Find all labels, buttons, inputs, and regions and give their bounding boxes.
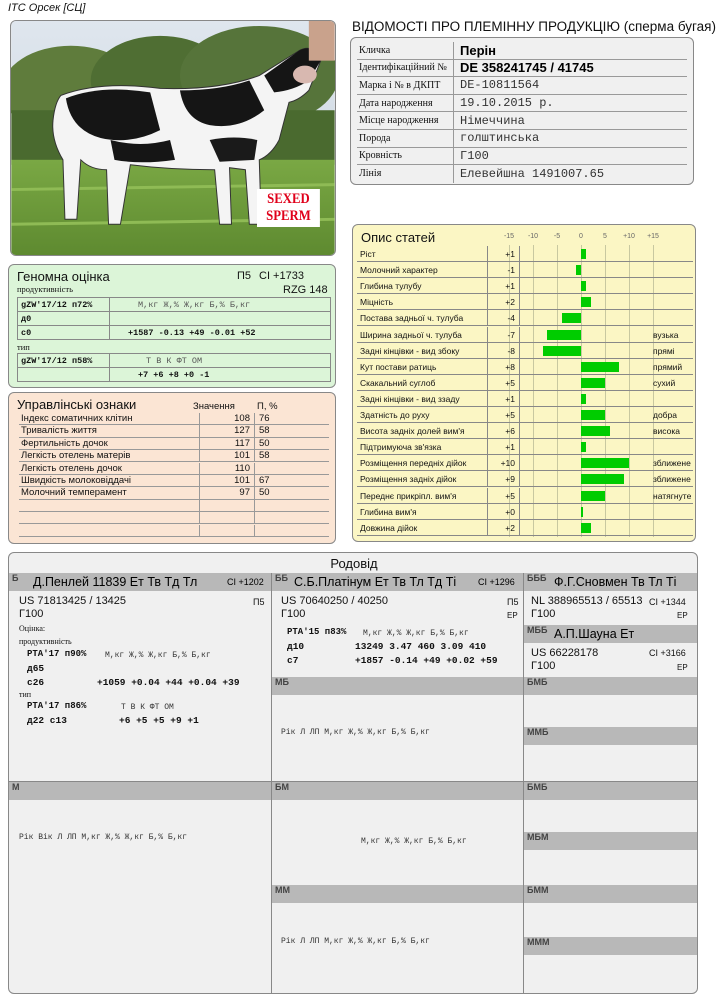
identity-label: Ідентифікаційний № bbox=[357, 60, 454, 77]
genomic-ci: CI +1733 bbox=[259, 270, 304, 282]
mb-header bbox=[272, 677, 523, 695]
linear-trait-label: Кут постави ратиць bbox=[360, 361, 437, 372]
sss-header bbox=[524, 573, 698, 591]
genomic-rzg: RZG 148 bbox=[283, 284, 328, 296]
management-p: 50 bbox=[259, 437, 270, 449]
management-p: 50 bbox=[259, 487, 270, 499]
linear-trait-label: Ширина задньої ч. тулуба bbox=[360, 329, 462, 340]
management-value: 101 bbox=[199, 450, 255, 462]
sire-tag: Б bbox=[12, 573, 19, 583]
management-value: 101 bbox=[199, 475, 255, 487]
linear-row bbox=[357, 246, 693, 262]
linear-trait-bar bbox=[581, 491, 605, 501]
linear-trait-label: Скакальний суглоб bbox=[360, 377, 436, 388]
linear-row bbox=[357, 488, 693, 504]
linear-trait-bar bbox=[576, 265, 581, 275]
sire-prod-label: продуктивність bbox=[19, 637, 72, 646]
linear-trait-bar bbox=[543, 346, 581, 356]
identity-label: Лінія bbox=[357, 165, 454, 183]
linear-trait-label: Розміщення передніх дійок bbox=[360, 458, 467, 469]
identity-row bbox=[357, 95, 687, 113]
linear-trait-value: +1 bbox=[505, 442, 515, 453]
linear-trait-bar bbox=[581, 474, 624, 484]
management-row bbox=[19, 512, 329, 524]
linear-trait-bar bbox=[581, 362, 619, 372]
genomic-type-head: gZW'17/12 п58% bbox=[18, 354, 110, 368]
bm-cols: М,кг Ж,% Ж,кг Б,% Б,кг bbox=[361, 837, 467, 846]
ss-name: С.Б.Платінум Ет Тв Тл Тд Ті bbox=[294, 575, 457, 589]
management-row bbox=[19, 438, 329, 450]
linear-trait-value: +9 bbox=[505, 474, 515, 485]
ss-p: П5 bbox=[507, 597, 519, 607]
bmb2-tag: БМБ bbox=[527, 782, 548, 792]
management-p: 58 bbox=[259, 450, 270, 462]
bmm-header bbox=[524, 885, 698, 903]
linear-row bbox=[357, 327, 693, 343]
management-label: Молочний темперамент bbox=[21, 487, 127, 499]
linear-trait-bar bbox=[581, 442, 586, 452]
identity-row bbox=[357, 42, 687, 60]
management-row bbox=[19, 475, 329, 487]
mbb-ci: CI +3166 bbox=[649, 648, 686, 658]
identity-row bbox=[357, 165, 687, 183]
linear-trait-label: Здатність до руху bbox=[360, 410, 430, 420]
mbb-header bbox=[524, 625, 698, 643]
linear-trait-label: Ріст bbox=[360, 249, 376, 259]
mb-tag: МБ bbox=[275, 677, 289, 687]
management-value: 108 bbox=[199, 413, 255, 425]
linear-scale-tick: -15 bbox=[503, 233, 515, 240]
linear-row bbox=[357, 294, 693, 310]
sire-type-head: PTA'17 п86% bbox=[27, 701, 87, 711]
genomic-prod-values: +1587 -0.13 +49 -0.01 +52 bbox=[110, 326, 331, 340]
linear-row bbox=[357, 407, 693, 423]
sss-ep: ЕР bbox=[677, 611, 688, 620]
linear-trait-value: +8 bbox=[505, 361, 515, 372]
linear-trait-bar bbox=[581, 297, 591, 307]
linear-trait-label: Постава задньої ч. тулуба bbox=[360, 313, 464, 324]
linear-trait-value: +2 bbox=[505, 522, 515, 533]
bm-tag: БМ bbox=[275, 782, 289, 792]
management-label: Фертильність дочок bbox=[21, 437, 108, 449]
mmb-tag: ММБ bbox=[527, 727, 549, 737]
ss-header bbox=[272, 573, 523, 591]
ss-c: с7 bbox=[287, 655, 299, 666]
linear-trait-desc: прямий bbox=[653, 361, 683, 372]
mbb-id: US 66228178 bbox=[531, 647, 599, 659]
organization-label: ІТС Орсек [СЦ] bbox=[8, 2, 86, 14]
sire-blood: Г100 bbox=[19, 608, 44, 620]
linear-trait-value: +1 bbox=[505, 281, 515, 292]
linear-scale-tick: 0 bbox=[579, 233, 583, 240]
management-label: Індекс соматичних клітин bbox=[21, 413, 133, 424]
linear-trait-label: Глибина вим'я bbox=[360, 506, 417, 517]
linear-row bbox=[357, 278, 693, 294]
linear-trait-value: +5 bbox=[505, 377, 515, 388]
linear-trait-desc: висока bbox=[653, 426, 680, 437]
pedigree-title: Родовід bbox=[330, 556, 378, 571]
linear-trait-label: Підтримуюча зв'язка bbox=[360, 442, 442, 453]
linear-trait-bar bbox=[581, 394, 586, 404]
ss-ep: ЕР bbox=[507, 611, 518, 620]
linear-description-panel bbox=[352, 224, 696, 542]
linear-trait-label: Задні кінцівки - вид ззаду bbox=[360, 393, 460, 404]
ss-tag: ББ bbox=[275, 573, 288, 583]
mb-cols: Рік Л ЛП М,кг Ж,% Ж,кг Б,% Б,кг bbox=[281, 728, 430, 737]
bmb2-header bbox=[524, 782, 698, 800]
mbb-blood: Г100 bbox=[531, 660, 556, 672]
genomic-prod-label: продуктивність bbox=[17, 284, 73, 294]
linear-row bbox=[357, 391, 693, 407]
linear-scale-tick: 5 bbox=[603, 233, 607, 240]
ss-head: PTA'15 п83% bbox=[287, 627, 347, 637]
linear-trait-label: Задні кінцівки - вид збоку bbox=[360, 345, 460, 356]
mmm-header bbox=[524, 937, 698, 955]
linear-row bbox=[357, 343, 693, 359]
sss-name: Ф.Г.Сновмен Тв Тл Ті bbox=[554, 575, 677, 589]
mm-tag: ММ bbox=[275, 885, 290, 895]
page-title: ВІДОМОСТІ ПРО ПЛЕМІННУ ПРОДУКЦІЮ (сперма бугая) bbox=[352, 19, 716, 34]
identity-row bbox=[357, 60, 687, 78]
linear-trait-bar bbox=[581, 281, 586, 291]
genomic-prod-head: gZW'17/12 п72% bbox=[18, 298, 110, 312]
management-label: Легкість отелень матерів bbox=[21, 450, 131, 462]
linear-trait-desc: прямі bbox=[653, 345, 675, 356]
linear-row bbox=[357, 504, 693, 520]
linear-trait-value: -8 bbox=[507, 345, 515, 356]
sire-prod-cols: М,кг Ж,% Ж,кг Б,% Б,кг bbox=[105, 651, 211, 660]
management-col-value: Значення bbox=[193, 401, 235, 412]
mbb-tag: МББ bbox=[527, 625, 548, 635]
sire-p: П5 bbox=[253, 597, 265, 607]
linear-trait-value: +5 bbox=[505, 490, 515, 501]
genomic-panel bbox=[8, 264, 336, 388]
mbm-tag: МБМ bbox=[527, 832, 549, 842]
management-row bbox=[19, 487, 329, 499]
dam-tag: М bbox=[12, 782, 20, 792]
management-p: 58 bbox=[259, 425, 270, 437]
linear-row bbox=[357, 310, 693, 326]
ss-id: US 70640250 / 40250 bbox=[281, 595, 389, 607]
linear-scale-tick: +15 bbox=[647, 233, 659, 240]
mbb-name: А.П.Шауна Ет bbox=[554, 627, 635, 641]
ss-d: д10 bbox=[287, 641, 305, 652]
sire-ci: CI +1202 bbox=[227, 577, 264, 587]
mbb-ep: ЕР bbox=[677, 663, 688, 672]
sire-c-label: с26 bbox=[27, 677, 45, 688]
identity-panel bbox=[350, 37, 694, 185]
ss-c-values: +1857 -0.14 +49 +0.02 +59 bbox=[355, 655, 498, 666]
dam-cols: Рік Вік Л ЛП М,кг Ж,% Ж,кг Б,% Б,кг bbox=[19, 833, 188, 842]
linear-trait-label: Переднє прикріпл. вим'я bbox=[360, 490, 457, 501]
linear-row bbox=[357, 359, 693, 375]
linear-title: Опис статей bbox=[361, 230, 436, 245]
linear-trait-bar bbox=[581, 507, 583, 517]
management-row bbox=[19, 525, 329, 537]
linear-trait-label: Довжина дійок bbox=[360, 522, 418, 533]
mmb-header bbox=[524, 727, 698, 745]
linear-trait-label: Міцність bbox=[360, 297, 393, 308]
management-col-p: П, % bbox=[257, 401, 278, 412]
identity-label: Дата народження bbox=[357, 95, 454, 112]
bull-photo bbox=[10, 20, 336, 256]
ss-d-values: 13249 3.47 460 3.09 410 bbox=[355, 641, 487, 652]
sss-tag: БББ bbox=[527, 573, 547, 583]
sire-type-cols: Т В К ФТ ОМ bbox=[121, 703, 174, 712]
sire-name: Д.Пенлей 11839 Ет Тв Тд Тл bbox=[33, 575, 198, 589]
genomic-c0: с0 bbox=[18, 326, 110, 340]
management-p: 76 bbox=[259, 413, 270, 424]
linear-trait-bar bbox=[562, 313, 581, 323]
identity-row bbox=[357, 77, 687, 95]
genomic-title: Геномна оцінка bbox=[17, 269, 110, 284]
linear-trait-value: +10 bbox=[500, 458, 515, 469]
sire-type-values: +6 +5 +5 +9 +1 bbox=[119, 715, 199, 726]
identity-value: Перін bbox=[460, 42, 496, 58]
linear-trait-label: Висота задніх долей вим'я bbox=[360, 426, 465, 437]
identity-row bbox=[357, 130, 687, 148]
identity-label: Місце народження bbox=[357, 112, 454, 129]
management-row bbox=[19, 413, 329, 425]
linear-trait-desc: вузька bbox=[653, 329, 679, 340]
management-panel bbox=[8, 392, 336, 544]
genomic-p: П5 bbox=[237, 270, 252, 282]
linear-trait-label: Глибина тулубу bbox=[360, 281, 422, 292]
linear-trait-value: +6 bbox=[505, 426, 515, 437]
sire-id: US 71813425 / 13425 bbox=[19, 595, 127, 607]
identity-value: DE 358241745 / 41745 bbox=[460, 60, 594, 76]
identity-value: Елевейшна 1491007.65 bbox=[460, 166, 605, 181]
sss-ci: CI +1344 bbox=[649, 597, 686, 607]
management-value: 117 bbox=[199, 438, 255, 450]
management-row bbox=[19, 463, 329, 475]
identity-label: Кровність bbox=[357, 148, 454, 165]
linear-trait-bar bbox=[581, 458, 629, 468]
identity-label: Марка і № в ДКПТ bbox=[357, 77, 454, 94]
pedigree-panel bbox=[8, 552, 698, 994]
linear-trait-value: +0 bbox=[505, 506, 515, 517]
sss-id: NL 388965513 / 65513 bbox=[531, 595, 643, 607]
sire-prod-head: PTA'17 п90% bbox=[27, 649, 87, 659]
management-value: 127 bbox=[199, 425, 255, 437]
linear-trait-value: +1 bbox=[505, 393, 515, 404]
management-label: Тривалість життя bbox=[21, 425, 97, 437]
mm-cols: Рік Л ЛП М,кг Ж,% Ж,кг Б,% Б,кг bbox=[281, 937, 430, 946]
linear-trait-value: +2 bbox=[505, 297, 515, 308]
management-p: 67 bbox=[259, 475, 270, 486]
identity-label: Порода bbox=[357, 130, 454, 147]
management-title: Управлінські ознаки bbox=[17, 397, 137, 412]
genomic-type-table bbox=[17, 353, 331, 382]
sire-type-d: д22 с13 bbox=[27, 715, 67, 726]
identity-value: Німеччина bbox=[460, 113, 525, 128]
management-value: 97 bbox=[199, 487, 255, 499]
genomic-prod-cols: М,кг Ж,% Ж,кг Б,% Б,кг bbox=[110, 298, 331, 312]
linear-trait-bar bbox=[581, 378, 605, 388]
linear-row bbox=[357, 520, 693, 536]
identity-row bbox=[357, 148, 687, 166]
mbm-header bbox=[524, 832, 698, 850]
linear-trait-value: -7 bbox=[507, 329, 515, 340]
identity-label: Кличка bbox=[357, 42, 454, 59]
management-label: Швидкість молоковіддачі bbox=[21, 475, 132, 486]
identity-row bbox=[357, 112, 687, 130]
linear-trait-bar bbox=[581, 426, 610, 436]
linear-trait-desc: добра bbox=[653, 410, 678, 420]
ss-blood: Г100 bbox=[281, 608, 306, 620]
linear-scale-tick: -10 bbox=[527, 233, 539, 240]
linear-trait-desc: зближене bbox=[653, 474, 691, 485]
genomic-d0: д0 bbox=[18, 312, 110, 326]
bm-header bbox=[272, 782, 523, 800]
linear-row bbox=[357, 439, 693, 455]
linear-trait-desc: зближене bbox=[653, 458, 691, 469]
identity-value: DE-10811564 bbox=[460, 78, 540, 93]
bmb-header bbox=[524, 677, 698, 695]
linear-trait-desc: сухий bbox=[653, 377, 676, 388]
sire-d: д65 bbox=[27, 663, 45, 674]
linear-trait-value: -4 bbox=[507, 313, 515, 324]
bmm-tag: БММ bbox=[527, 885, 549, 895]
ss-ci: CI +1296 bbox=[478, 577, 515, 587]
linear-scale-tick: +10 bbox=[623, 233, 635, 240]
management-label: Легкість отелень дочок bbox=[21, 462, 122, 474]
genomic-type-label: тип bbox=[17, 342, 30, 352]
mmm-tag: МММ bbox=[527, 937, 550, 947]
linear-trait-desc: натягнуте bbox=[653, 490, 692, 501]
linear-row bbox=[357, 375, 693, 391]
linear-trait-value: -1 bbox=[507, 265, 515, 276]
mm-header bbox=[272, 885, 523, 903]
ss-cols: М,кг Ж,% Ж,кг Б,% Б,кг bbox=[363, 629, 469, 638]
identity-value: Г100 bbox=[460, 148, 489, 163]
linear-trait-value: +1 bbox=[505, 249, 515, 259]
identity-value: 19.10.2015 р. bbox=[460, 96, 554, 111]
genomic-type-values: +7 +6 +8 +0 -1 bbox=[110, 368, 331, 382]
sire-header bbox=[9, 573, 271, 591]
sss-blood: Г100 bbox=[531, 608, 556, 620]
identity-value: голштинська bbox=[460, 131, 540, 146]
sire-prod-values: +1059 +0.04 +44 +0.04 +39 bbox=[97, 677, 240, 688]
linear-trait-label: Молочний характер bbox=[360, 265, 438, 276]
linear-trait-bar bbox=[581, 410, 605, 420]
linear-trait-bar bbox=[547, 330, 581, 340]
genomic-prod-table bbox=[17, 297, 331, 340]
management-row bbox=[19, 500, 329, 512]
linear-trait-value: +5 bbox=[505, 410, 515, 420]
linear-row bbox=[357, 455, 693, 471]
management-row bbox=[19, 425, 329, 437]
management-value: 110 bbox=[199, 463, 255, 475]
linear-row bbox=[357, 423, 693, 439]
bmb-tag: БМБ bbox=[527, 677, 548, 687]
linear-trait-bar bbox=[581, 523, 591, 533]
linear-scale-tick: -5 bbox=[553, 233, 561, 240]
linear-trait-label: Розміщення задніх дійок bbox=[360, 474, 457, 485]
sire-type-label: тип bbox=[19, 690, 32, 699]
genomic-type-cols: Т В К ФТ ОМ bbox=[110, 354, 331, 368]
sire-eval: Оцінка: bbox=[19, 624, 46, 633]
sexed-sperm-badge: SEXED SPERM bbox=[257, 189, 320, 227]
linear-trait-bar bbox=[581, 249, 586, 259]
management-row bbox=[19, 450, 329, 462]
linear-row bbox=[357, 262, 693, 278]
dam-header bbox=[9, 782, 271, 800]
linear-row bbox=[357, 471, 693, 487]
